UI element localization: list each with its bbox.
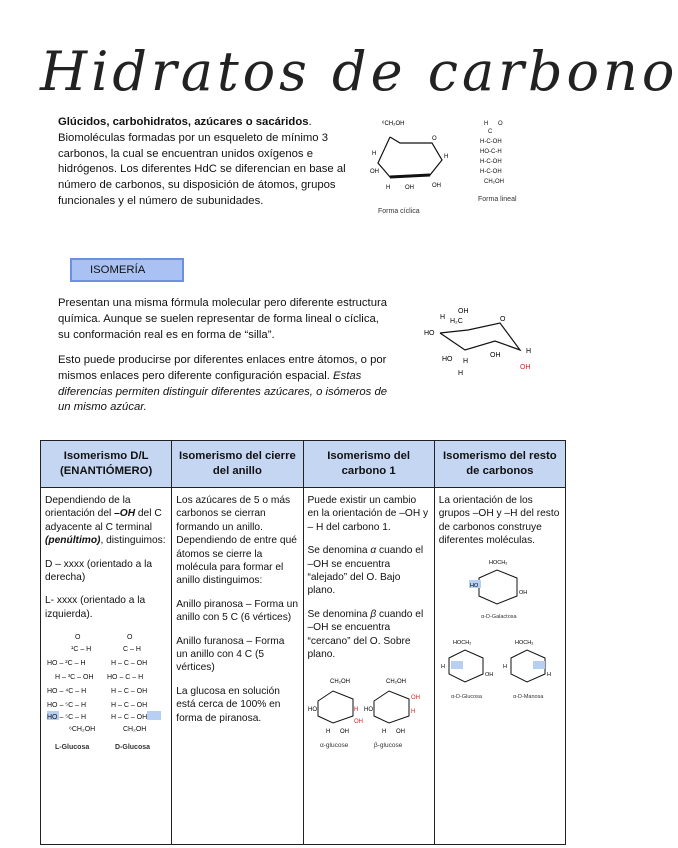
linear-form-label: Forma lineal bbox=[478, 196, 517, 203]
svg-text:⁶CH₂OH: ⁶CH₂OH bbox=[69, 726, 96, 734]
cell-c1 bbox=[303, 488, 434, 845]
cyclic-form-figure bbox=[360, 115, 460, 215]
svg-text:OH: OH bbox=[484, 671, 493, 678]
intro-bold: Glúcidos, carbohidratos, azúcares o sacáridos bbox=[58, 116, 309, 128]
svg-text:C – H: C – H bbox=[123, 646, 141, 654]
svg-text:H₂C: H₂C bbox=[450, 318, 463, 325]
svg-text:HO: HO bbox=[363, 707, 373, 714]
table-header-row bbox=[41, 441, 566, 488]
section-badge-isomeria: ISOMERÍA bbox=[70, 258, 184, 282]
c1-p2: Se denomina α cuando el –OH se encuentra “alejado” del O. Bajo plano. bbox=[307, 545, 424, 597]
intro-paragraph bbox=[58, 115, 348, 210]
svg-text:H: H bbox=[546, 671, 551, 678]
label-l-glucose: L-Glucosa bbox=[55, 744, 90, 752]
svg-text:H: H bbox=[484, 121, 489, 127]
svg-text:H: H bbox=[463, 358, 469, 365]
svg-text:OH: OH bbox=[370, 169, 379, 175]
svg-text:¹C – H: ¹C – H bbox=[71, 646, 92, 654]
svg-text:OH: OH bbox=[518, 589, 527, 596]
svg-text:H: H bbox=[353, 707, 358, 714]
svg-text:HO – C – H: HO – C – H bbox=[107, 674, 144, 682]
svg-text:CH₂OH: CH₂OH bbox=[385, 679, 406, 686]
ring-p1: Los azúcares de 5 o más carbonos se cierran formando un anillo. Dependiendo de entre qué átomos se cierre la molécula para formar el anillo distinguimos: bbox=[176, 495, 297, 587]
cyclic-form-label: Forma cíclica bbox=[378, 208, 420, 215]
alpha-beta-glucose-figure bbox=[308, 671, 428, 751]
svg-text:H-C-OH: H-C-OH bbox=[480, 159, 502, 165]
svg-text:HO: HO bbox=[469, 582, 478, 589]
intro-text: . Biomoléculas formadas por un esqueleto de mínimo 3 carbonos, la cual se encuentran unidos oxígenos e hidrógenos. Los diferentes HdC se diferencian en base al número de carbonos, su disposición de átomos, grupos funcionales y el número de subunidades. bbox=[58, 116, 346, 207]
svg-text:H: H bbox=[410, 709, 415, 716]
svg-text:H: H bbox=[444, 154, 449, 160]
svg-text:H: H bbox=[440, 314, 446, 321]
svg-text:HO: HO bbox=[307, 707, 317, 714]
svg-text:OH: OH bbox=[405, 185, 414, 191]
svg-text:H – C – OH: H – C – OH bbox=[111, 688, 148, 696]
svg-text:H: H bbox=[325, 729, 330, 736]
svg-text:H – ³C – OH: H – ³C – OH bbox=[55, 674, 94, 682]
dl-p3: L- xxxx (orientado a la izquierda). bbox=[45, 595, 146, 620]
svg-text:H – C – OH: H – C – OH bbox=[111, 660, 148, 668]
svg-text:H: H bbox=[440, 663, 445, 670]
isomerism-table bbox=[40, 440, 566, 845]
label-alpha-glucose: α-glucose bbox=[319, 742, 348, 750]
ring-p3: Anillo furanosa – Forma un anillo con 4 C (5 vértices) bbox=[176, 635, 285, 674]
svg-text:HO – ²C – H: HO – ²C – H bbox=[47, 660, 86, 668]
svg-text:H-C-OH: H-C-OH bbox=[480, 169, 502, 175]
cell-ring bbox=[172, 488, 303, 845]
header-rest: Isomerismo del resto de carbonos bbox=[434, 441, 565, 488]
svg-text:H – C – OH: H – C – OH bbox=[111, 714, 148, 722]
svg-text:H: H bbox=[386, 185, 391, 191]
page-title: Hidratos de carbono bbox=[40, 40, 678, 103]
dl-p1: Dependiendo de la orientación del –OH del C adyacente al C terminal (penúltimo), distinguimos: bbox=[45, 495, 166, 547]
label-glucose: α-D-Glucosa bbox=[450, 693, 482, 700]
label-mannose: α-D-Manosa bbox=[512, 693, 544, 700]
svg-text:H: H bbox=[502, 663, 507, 670]
svg-text:HO – ⁵C – H: HO – ⁵C – H bbox=[47, 714, 87, 722]
svg-text:OH: OH bbox=[490, 352, 501, 359]
svg-text:HO-C-H: HO-C-H bbox=[480, 149, 502, 155]
ring-p4: La glucosa en solución está cerca de 100% en forma de piranosa. bbox=[176, 685, 281, 724]
svg-text:HOCH₂: HOCH₂ bbox=[488, 559, 508, 566]
svg-text:HOCH₂: HOCH₂ bbox=[452, 639, 472, 646]
cell-rest bbox=[434, 488, 565, 845]
isomeria-p2-italic: Estas diferencias permiten distinguir diferentes azúcares, o isómeros de un mismo azúcar. bbox=[58, 369, 388, 414]
svg-text:OH: OH bbox=[395, 729, 405, 736]
svg-text:HO – ⁵C – H: HO – ⁵C – H bbox=[47, 702, 87, 710]
svg-text:O: O bbox=[432, 136, 437, 142]
cell-dl bbox=[41, 488, 172, 845]
dl-p2: D – xxxx (orientado a la derecha) bbox=[45, 558, 153, 584]
svg-text:⁶CH₂OH: ⁶CH₂OH bbox=[382, 121, 405, 127]
svg-text:CH₂OH: CH₂OH bbox=[329, 679, 350, 686]
isomeria-p2-normal: Esto puede producirse por diferentes enlaces entre átomos, o por mismos enlaces pero diferente configuración espacial. bbox=[58, 354, 387, 382]
svg-text:H: H bbox=[372, 151, 377, 157]
svg-text:OH: OH bbox=[353, 719, 363, 726]
label-galactose: α-D-Galactosa bbox=[480, 613, 517, 620]
svg-text:H-C-OH: H-C-OH bbox=[480, 139, 502, 145]
isomeria-paragraph-2 bbox=[58, 353, 398, 416]
svg-text:H: H bbox=[381, 729, 386, 736]
svg-text:O: O bbox=[500, 316, 506, 323]
svg-text:H: H bbox=[458, 370, 464, 377]
rest-p1: La orientación de los grupos –OH y –H del resto de carbonos construye diferentes moléculas. bbox=[438, 495, 560, 547]
svg-text:CH₂OH: CH₂OH bbox=[484, 179, 504, 185]
chair-conformation-figure bbox=[420, 305, 550, 380]
svg-text:OH: OH bbox=[339, 729, 349, 736]
svg-text:HO: HO bbox=[424, 330, 435, 337]
svg-text:OH: OH bbox=[520, 364, 531, 371]
header-ring: Isomerismo del cierre del anillo bbox=[172, 441, 303, 488]
svg-text:O: O bbox=[127, 634, 133, 642]
svg-text:H: H bbox=[526, 348, 532, 355]
svg-text:CH₂OH: CH₂OH bbox=[123, 726, 147, 734]
svg-text:O: O bbox=[498, 121, 503, 127]
svg-text:OH: OH bbox=[432, 183, 441, 189]
label-beta-glucose: β-glucose bbox=[373, 742, 402, 750]
svg-text:O: O bbox=[75, 634, 81, 642]
header-c1: Isomerismo del carbono 1 bbox=[303, 441, 434, 488]
ring-p2: Anillo piranosa – Forma un anillo con 5 C (6 vértices) bbox=[176, 598, 298, 624]
isomeria-paragraph-1: Presentan una misma fórmula molecular pero diferente estructura química. Aunque se suelen representar de forma lineal o cíclica, su conformación real es en forma de “silla”. bbox=[58, 297, 388, 341]
svg-text:H – C – OH: H – C – OH bbox=[111, 702, 148, 710]
svg-text:HOCH₂: HOCH₂ bbox=[514, 639, 534, 646]
svg-text:OH: OH bbox=[458, 308, 469, 315]
svg-text:HO – ⁴C – H: HO – ⁴C – H bbox=[47, 688, 87, 696]
svg-text:HO: HO bbox=[442, 356, 453, 363]
header-dl: Isomerismo D/L (ENANTIÓMERO) bbox=[41, 441, 172, 488]
galactose-glucose-mannose-figure bbox=[439, 558, 561, 728]
label-d-glucose: D-Glucosa bbox=[115, 744, 151, 752]
linear-form-figure bbox=[470, 115, 540, 215]
svg-text:OH: OH bbox=[410, 695, 420, 702]
table-row bbox=[41, 488, 566, 845]
svg-text:C: C bbox=[488, 129, 493, 135]
dl-glucose-figure bbox=[45, 631, 171, 761]
c1-p1: Puede existir un cambio en la orientación de –OH y – H del carbono 1. bbox=[307, 495, 429, 533]
c1-p3: Se denomina β cuando el –OH se encuentra “cercano” del O. Sobre plano. bbox=[307, 608, 424, 661]
